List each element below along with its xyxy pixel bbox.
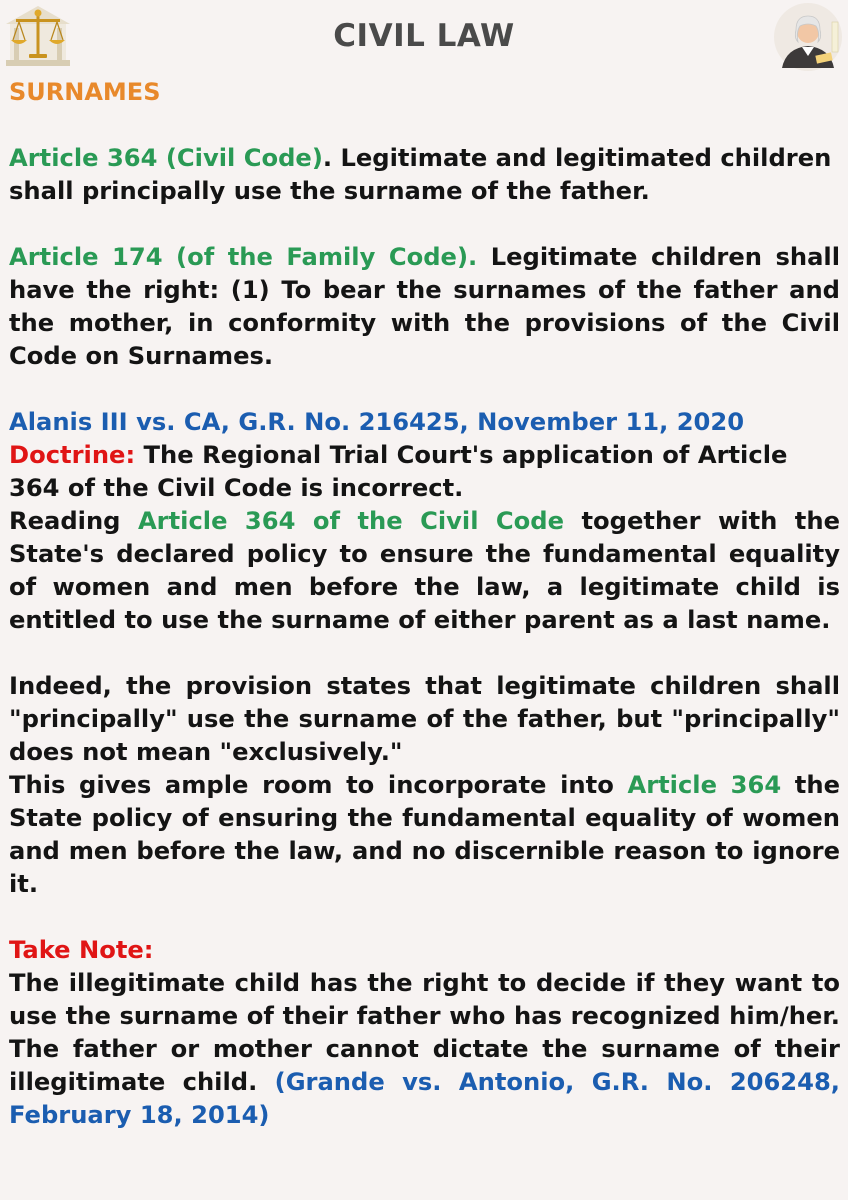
article-174-paragraph [9, 241, 840, 373]
reading-prefix: Reading [9, 507, 138, 535]
article-364-text: . Legitimate and legitimated children shall principally use the surname of the father. [9, 144, 832, 205]
judge-illustration-icon [772, 2, 844, 72]
take-note-citation: (Grande vs. Antonio, G.R. No. 206248, February 18, 2014) [9, 1068, 840, 1129]
reading-text: together with the State's declared policy to ensure the fundamental equality of women and men before the law, a legitimate child is entitled to use the surname of either parent as a last name. [9, 507, 840, 634]
article-364-reference: Article 364 (Civil Code) [9, 144, 323, 172]
article-174-reference: Article 174 (of the Family Code). [9, 243, 478, 271]
indeed-paragraph: Indeed, the provision states that legitimate children shall "principally" use the surname of the father, but "principally" does not mean "exclusively." [9, 672, 840, 766]
doctrine-paragraph [9, 439, 840, 505]
ample-reference: Article 364 [627, 771, 782, 799]
spacer [9, 637, 840, 670]
spacer [9, 109, 840, 142]
doctrine-label: Doctrine: [9, 441, 136, 469]
take-note-paragraph [9, 967, 840, 1132]
article-364-paragraph [9, 142, 840, 208]
ample-prefix: This gives ample room to incorporate into [9, 771, 628, 799]
doctrine-text: The Regional Trial Court's application of Article 364 of the Civil Code is incorrect. [9, 441, 788, 502]
article-174-text: Legitimate children shall have the right: (1) To bear the surnames of the father and the mother, in conformity with the provisions of the Civil Code on Surnames. [9, 243, 840, 370]
page-title: CIVIL LAW [333, 18, 515, 54]
case-citation: Alanis III vs. CA, G.R. No. 216425, November 11, 2020 [9, 408, 745, 436]
document-body [9, 76, 840, 1132]
ample-text: the State policy of ensuring the fundamental equality of women and men before the law, and no discernible reason to ignore it. [9, 771, 840, 898]
spacer [9, 901, 840, 934]
spacer [9, 373, 840, 406]
reading-paragraph [9, 505, 840, 637]
reading-reference: Article 364 of the Civil Code [137, 507, 565, 535]
spacer [9, 208, 840, 241]
take-note-text: The illegitimate child has the right to decide if they want to use the surname of their father who has recognized him/her. The father or mother cannot dictate the surname of their illegitimate child. [9, 969, 840, 1096]
take-note-label: Take Note: [9, 936, 154, 964]
section-title: SURNAMES [9, 78, 161, 106]
ample-room-paragraph [9, 769, 840, 901]
